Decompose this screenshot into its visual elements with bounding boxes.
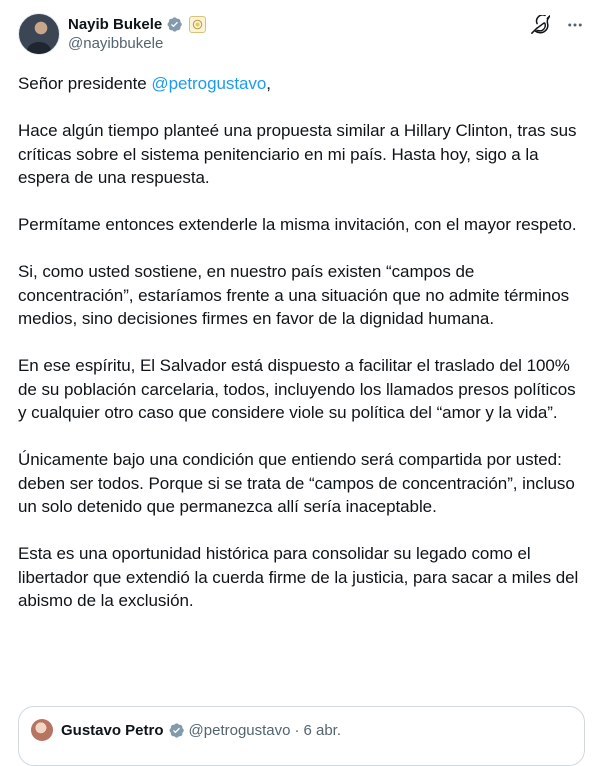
mention-link[interactable]: @petrogustavo xyxy=(151,74,267,93)
tweet-header xyxy=(18,12,585,62)
author-display-name[interactable]: Nayib Bukele xyxy=(68,15,163,33)
more-options-icon[interactable] xyxy=(565,15,585,35)
quoted-author-name: Gustavo Petro xyxy=(61,721,164,739)
grok-icon[interactable] xyxy=(529,14,551,36)
greeting-prefix: Señor presidente xyxy=(18,74,152,93)
tweet-greeting xyxy=(18,72,585,96)
greeting-suffix: , xyxy=(266,74,271,93)
quoted-tweet[interactable] xyxy=(18,706,585,766)
header-actions xyxy=(529,12,585,36)
tweet-text xyxy=(18,72,585,613)
tweet-paragraph: En ese espíritu, El Salvador está dispuesto a facilitar el traslado del 100% de su población carcelaria, todos, incluyendo los llamados presos políticos y cualquier otro caso que considere viole su política del “amor y la vida”. xyxy=(18,356,576,422)
tweet-paragraph: Permítame entonces extenderle la misma invitación, con el mayor respeto. xyxy=(18,215,577,234)
tweet-paragraph: Esta es una oportunidad histórica para consolidar su legado como el libertador que extendió la cuerda firme de la justicia, para sacar a miles del abismo de la exclusión. xyxy=(18,544,579,610)
quoted-separator: · xyxy=(294,721,300,739)
quoted-verified-badge-icon xyxy=(168,722,185,739)
affiliate-badge-icon[interactable] xyxy=(189,16,206,33)
author-name-row xyxy=(68,14,206,34)
author-avatar[interactable] xyxy=(18,13,60,55)
quoted-tweet-header xyxy=(31,719,572,741)
quoted-date: 6 abr. xyxy=(303,721,342,739)
tweet-paragraph: Hace algún tiempo planteé una propuesta similar a Hillary Clinton, tras sus críticas sobre el sistema penitenciario en mi país. Hasta hoy, sigo a la espera de una respuesta. xyxy=(18,121,577,187)
quoted-author-avatar xyxy=(31,719,53,741)
tweet-paragraph: Únicamente bajo una condición que entiendo será compartida por usted: deben ser todos. Porque si se trata de “campos de concentración”, incluso un solo detenido que permanezca allí sería inaceptable. xyxy=(18,450,575,516)
author-names xyxy=(68,12,206,54)
author-handle[interactable]: @nayibbukele xyxy=(68,35,164,52)
verified-badge-icon[interactable] xyxy=(166,16,183,33)
tweet-paragraph: Si, como usted sostiene, en nuestro país existen “campos de concentración”, estaríamos frente a una situación que no admite términos medios, sino decisiones firmes en favor de la dignidad humana. xyxy=(18,262,570,328)
quoted-author-handle: @petrogustavo xyxy=(188,721,291,739)
